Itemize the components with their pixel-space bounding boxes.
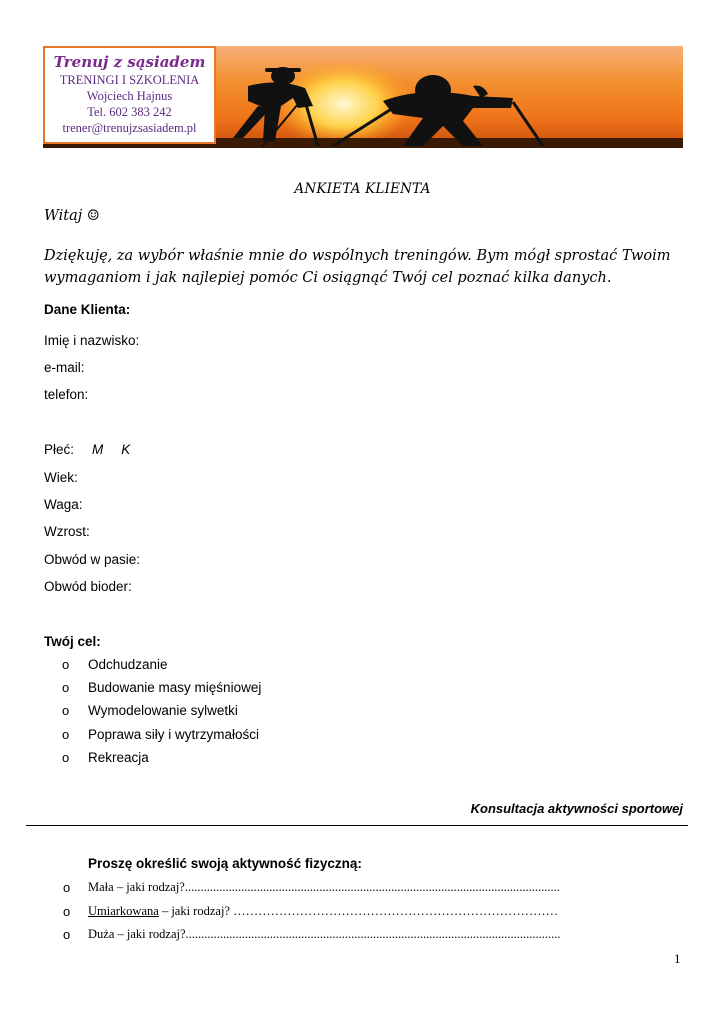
field-email-label: e-mail: — [44, 360, 85, 375]
bullet: o — [62, 657, 70, 672]
list-item: o Budowanie masy mięśniowej — [62, 680, 262, 696]
activity-list — [63, 880, 561, 951]
bullet: o — [62, 703, 70, 719]
logo-title: Trenuj z sąsiadem — [53, 53, 206, 71]
logo-phone: Tel. 602 383 242 — [87, 105, 172, 119]
field-hips-label: Obwód bioder: — [44, 579, 132, 594]
page-number: 1 — [674, 951, 681, 966]
logo-box — [43, 46, 216, 144]
field-sex-label: Płeć: — [44, 442, 75, 457]
field-sex — [44, 442, 130, 457]
field-weight-label: Waga: — [44, 497, 83, 512]
field-waist-label: Obwód w pasie: — [44, 552, 141, 567]
field-height-label: Wzrost: — [44, 524, 90, 539]
list-item: o Umiarkowana – jaki rodzaj? …………………………………………………………………… — [63, 903, 559, 919]
document-title: ANKIETA KLIENTA — [294, 181, 431, 197]
activity-level: Mała — [88, 880, 114, 894]
field-age-label: Wiek: — [44, 470, 78, 485]
bullet: o — [62, 680, 70, 696]
field-phone-label: telefon: — [44, 387, 89, 402]
bullet: o — [63, 880, 71, 895]
logo-subtitle: TRENINGI I SZKOLENIA — [59, 73, 200, 87]
bullet: o — [62, 726, 70, 742]
list-item: o Odchudzanie — [62, 657, 168, 672]
consultation-heading: Konsultacja aktywności sportowej — [470, 801, 683, 816]
sex-option-m: M — [92, 442, 104, 457]
section-divider — [26, 825, 688, 826]
logo-email: trener@trenujzsasiadem.pl — [62, 121, 197, 135]
activity-level: Umiarkowana — [88, 903, 159, 918]
intro-text: Dziękuję, za wybór właśnie mnie do wspólnych treningów. Bym mógł sprostać Twoim wymaganiom i jak najlepiej pomóc Ci osiągnąć Twój cel poznać kilka danych. — [44, 248, 671, 286]
bullet: o — [63, 927, 71, 942]
list-item: o Wymodelowanie sylwetki — [62, 703, 238, 719]
list-item: o Poprawa siły i wytrzymałości — [62, 726, 260, 742]
greeting: Witaj ☺ — [44, 208, 100, 224]
bullet: o — [63, 903, 71, 919]
logo-name: Wojciech Hajnus — [86, 89, 173, 103]
activity-heading: Proszę określić swoją aktywność fizyczną: — [88, 856, 362, 871]
sex-option-k: K — [121, 442, 131, 457]
list-item: o Rekreacja — [62, 749, 149, 765]
list-item: o Duża – jaki rodzaj?........................................................................................................................ — [63, 927, 561, 942]
list-item: o Mała – jaki rodzaj?........................................................................................................................ — [63, 880, 560, 895]
bullet: o — [62, 749, 70, 765]
goal-list — [62, 656, 261, 772]
client-data-heading: Dane Klienta: — [44, 302, 131, 317]
goal-heading: Twój cel: — [44, 634, 101, 649]
field-name-label: Imię i nazwisko: — [44, 333, 140, 348]
activity-level: Duża — [88, 927, 115, 941]
